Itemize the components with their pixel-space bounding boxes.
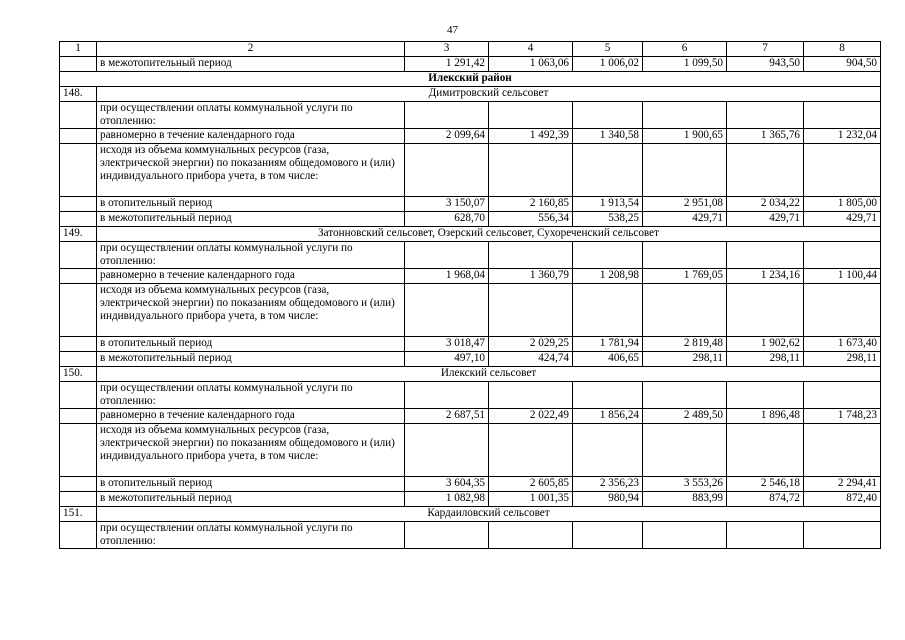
value-cell: 1 856,24	[573, 409, 643, 424]
row-number-cell	[60, 242, 97, 269]
section-name: Кардаиловский сельсовет	[97, 507, 881, 522]
value-cell: 2 022,49	[489, 409, 573, 424]
value-cell	[804, 382, 881, 409]
value-cell: 1 360,79	[489, 269, 573, 284]
value-cell	[727, 102, 804, 129]
row-number-cell	[60, 212, 97, 227]
row-number-cell	[60, 492, 97, 507]
section-number: 151.	[60, 507, 97, 522]
value-cell	[727, 424, 804, 477]
value-cell	[643, 382, 727, 409]
column-header: 2	[97, 42, 405, 57]
value-cell	[804, 144, 881, 197]
value-cell	[804, 424, 881, 477]
table-row	[60, 269, 881, 284]
value-cell: 1 232,04	[804, 129, 881, 144]
row-number-cell	[60, 102, 97, 129]
row-label: равномерно в течение календарного года	[97, 129, 405, 144]
section-number: 149.	[60, 227, 97, 242]
column-header: 7	[727, 42, 804, 57]
value-cell: 3 018,47	[405, 337, 489, 352]
value-cell: 1 100,44	[804, 269, 881, 284]
row-number-cell	[60, 477, 97, 492]
section-name: Илекский сельсовет	[97, 367, 881, 382]
value-cell	[573, 382, 643, 409]
value-cell: 1 099,50	[643, 57, 727, 72]
value-cell	[804, 284, 881, 337]
table-row	[60, 57, 881, 72]
row-number-cell	[60, 522, 97, 549]
page-number: 47	[447, 24, 458, 36]
row-number-cell	[60, 424, 97, 477]
value-cell: 1 006,02	[573, 57, 643, 72]
value-cell	[643, 144, 727, 197]
row-label: в межотопительный период	[97, 492, 405, 507]
district-row	[60, 72, 881, 87]
value-cell: 1 082,98	[405, 492, 489, 507]
row-label: при осуществлении оплаты коммунальной услуги по отоплению:	[97, 242, 405, 269]
row-number-cell	[60, 129, 97, 144]
meter-row	[60, 144, 881, 197]
value-cell: 904,50	[804, 57, 881, 72]
value-cell	[489, 522, 573, 549]
value-cell	[489, 424, 573, 477]
intro-row	[60, 242, 881, 269]
value-cell	[489, 242, 573, 269]
row-number-cell	[60, 57, 97, 72]
value-cell: 298,11	[643, 352, 727, 367]
value-cell	[727, 284, 804, 337]
row-number-cell	[60, 382, 97, 409]
value-cell: 2 294,41	[804, 477, 881, 492]
value-cell: 3 604,35	[405, 477, 489, 492]
row-number-cell	[60, 337, 97, 352]
row-label: в межотопительный период	[97, 57, 405, 72]
meter-row	[60, 284, 881, 337]
column-header: 3	[405, 42, 489, 57]
value-cell: 424,74	[489, 352, 573, 367]
value-cell: 298,11	[727, 352, 804, 367]
row-label: в отопительный период	[97, 477, 405, 492]
value-cell	[573, 242, 643, 269]
value-cell: 497,10	[405, 352, 489, 367]
value-cell	[573, 284, 643, 337]
value-cell: 429,71	[804, 212, 881, 227]
value-cell: 2 160,85	[489, 197, 573, 212]
row-label: при осуществлении оплаты коммунальной услуги по отоплению:	[97, 102, 405, 129]
value-cell: 1 492,39	[489, 129, 573, 144]
value-cell: 2 546,18	[727, 477, 804, 492]
column-header: 4	[489, 42, 573, 57]
value-cell	[405, 424, 489, 477]
value-cell: 628,70	[405, 212, 489, 227]
table-row	[60, 409, 881, 424]
section-header-row	[60, 507, 881, 522]
value-cell	[489, 144, 573, 197]
value-cell: 1 968,04	[405, 269, 489, 284]
column-header: 6	[643, 42, 727, 57]
value-cell: 1 291,42	[405, 57, 489, 72]
value-cell	[405, 144, 489, 197]
table-row	[60, 492, 881, 507]
value-cell: 3 553,26	[643, 477, 727, 492]
value-cell: 1 902,62	[727, 337, 804, 352]
value-cell: 406,65	[573, 352, 643, 367]
value-cell: 2 034,22	[727, 197, 804, 212]
value-cell	[405, 522, 489, 549]
value-cell	[489, 102, 573, 129]
value-cell: 429,71	[643, 212, 727, 227]
section-number: 148.	[60, 87, 97, 102]
row-label: исходя из объема коммунальных ресурсов (газа, электрической энергии) по показаниям общедомового и (или) индивидуального прибора учета, в том числе:	[97, 144, 405, 197]
value-cell: 1 900,65	[643, 129, 727, 144]
row-label: в отопительный период	[97, 197, 405, 212]
value-cell: 1 805,00	[804, 197, 881, 212]
table-row	[60, 212, 881, 227]
table-row	[60, 477, 881, 492]
value-cell	[489, 284, 573, 337]
value-cell	[573, 522, 643, 549]
row-label: равномерно в течение календарного года	[97, 269, 405, 284]
section-header-row	[60, 227, 881, 242]
column-header: 8	[804, 42, 881, 57]
section-name: Затонновский сельсовет, Озерский сельсовет, Сухореченский сельсовет	[97, 227, 881, 242]
value-cell: 1 769,05	[643, 269, 727, 284]
value-cell: 538,25	[573, 212, 643, 227]
value-cell	[727, 382, 804, 409]
value-cell: 3 150,07	[405, 197, 489, 212]
value-cell	[727, 144, 804, 197]
value-cell: 874,72	[727, 492, 804, 507]
value-cell: 2 605,85	[489, 477, 573, 492]
value-cell	[405, 284, 489, 337]
value-cell: 1 673,40	[804, 337, 881, 352]
value-cell: 2 489,50	[643, 409, 727, 424]
row-number-cell	[60, 197, 97, 212]
value-cell: 1 063,06	[489, 57, 573, 72]
value-cell: 1 208,98	[573, 269, 643, 284]
value-cell	[804, 242, 881, 269]
row-label: равномерно в течение календарного года	[97, 409, 405, 424]
value-cell	[573, 144, 643, 197]
district-title: Илекский район	[60, 72, 881, 87]
value-cell: 1 234,16	[727, 269, 804, 284]
row-number-cell	[60, 269, 97, 284]
value-cell	[573, 424, 643, 477]
row-label: исходя из объема коммунальных ресурсов (газа, электрической энергии) по показаниям общедомового и (или) индивидуального прибора учета, в том числе:	[97, 424, 405, 477]
row-label: в межотопительный период	[97, 352, 405, 367]
value-cell: 1 781,94	[573, 337, 643, 352]
value-cell: 1 896,48	[727, 409, 804, 424]
value-cell: 429,71	[727, 212, 804, 227]
tariff-table	[59, 41, 881, 549]
value-cell	[643, 424, 727, 477]
value-cell	[727, 522, 804, 549]
value-cell	[643, 522, 727, 549]
value-cell	[804, 522, 881, 549]
section-number: 150.	[60, 367, 97, 382]
value-cell	[643, 242, 727, 269]
value-cell: 980,94	[573, 492, 643, 507]
value-cell: 872,40	[804, 492, 881, 507]
value-cell	[489, 382, 573, 409]
section-header-row	[60, 87, 881, 102]
table-row	[60, 337, 881, 352]
value-cell: 1 365,76	[727, 129, 804, 144]
value-cell	[405, 102, 489, 129]
value-cell: 1 748,23	[804, 409, 881, 424]
row-number-cell	[60, 352, 97, 367]
value-cell: 1 340,58	[573, 129, 643, 144]
value-cell: 2 951,08	[643, 197, 727, 212]
value-cell: 2 099,64	[405, 129, 489, 144]
row-number-cell	[60, 409, 97, 424]
section-name: Димитровский сельсовет	[97, 87, 881, 102]
value-cell	[405, 382, 489, 409]
value-cell: 2 029,25	[489, 337, 573, 352]
row-label: в отопительный период	[97, 337, 405, 352]
row-label: в межотопительный период	[97, 212, 405, 227]
value-cell	[643, 102, 727, 129]
table-row	[60, 129, 881, 144]
value-cell: 298,11	[804, 352, 881, 367]
row-label: при осуществлении оплаты коммунальной услуги по отоплению:	[97, 522, 405, 549]
value-cell: 1 913,54	[573, 197, 643, 212]
value-cell	[804, 102, 881, 129]
intro-row	[60, 382, 881, 409]
row-label: исходя из объема коммунальных ресурсов (газа, электрической энергии) по показаниям общедомового и (или) индивидуального прибора учета, в том числе:	[97, 284, 405, 337]
value-cell	[643, 284, 727, 337]
header-row	[60, 42, 881, 57]
intro-row	[60, 102, 881, 129]
value-cell	[405, 242, 489, 269]
row-label: при осуществлении оплаты коммунальной услуги по отоплению:	[97, 382, 405, 409]
value-cell	[573, 102, 643, 129]
intro-row	[60, 522, 881, 549]
row-number-cell	[60, 144, 97, 197]
value-cell: 2 819,48	[643, 337, 727, 352]
value-cell	[727, 242, 804, 269]
row-number-cell	[60, 284, 97, 337]
column-header: 5	[573, 42, 643, 57]
table-row	[60, 352, 881, 367]
value-cell: 1 001,35	[489, 492, 573, 507]
value-cell: 556,34	[489, 212, 573, 227]
value-cell: 883,99	[643, 492, 727, 507]
value-cell: 2 356,23	[573, 477, 643, 492]
meter-row	[60, 424, 881, 477]
column-header: 1	[60, 42, 97, 57]
table-row	[60, 197, 881, 212]
value-cell: 2 687,51	[405, 409, 489, 424]
section-header-row	[60, 367, 881, 382]
value-cell: 943,50	[727, 57, 804, 72]
